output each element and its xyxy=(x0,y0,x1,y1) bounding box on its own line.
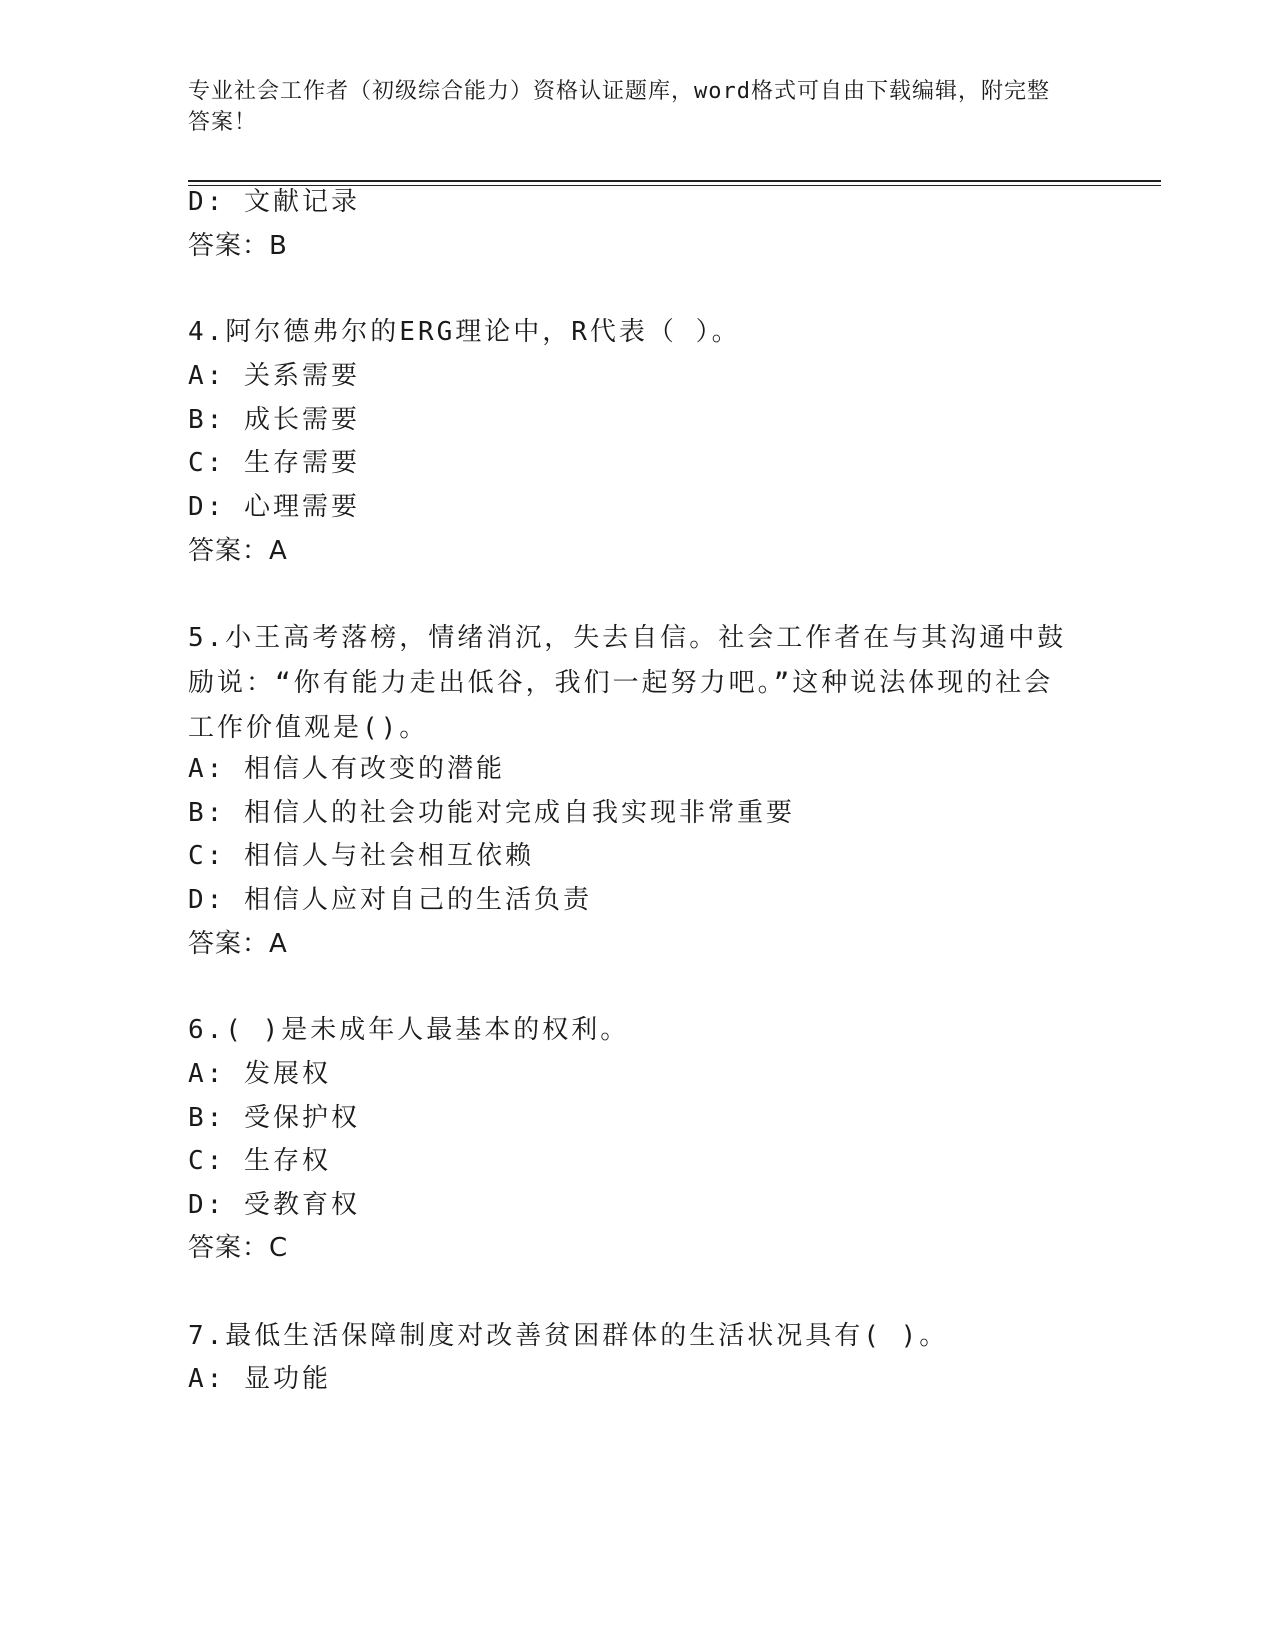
q7-question: 7.最低生活保障制度对改善贫困群体的生活状况具有( )。 xyxy=(188,1321,949,1351)
q4-question: 4.阿尔德弗尔的ERG理论中，R代表（ ）。 xyxy=(188,317,741,347)
q6-question: 6.( )是未成年人最基本的权利。 xyxy=(188,1015,630,1045)
q6-answer: 答案：C xyxy=(188,1233,289,1263)
q4-option-a: A: 关系需要 xyxy=(188,361,360,391)
q5-answer: 答案：A xyxy=(188,929,288,959)
q5-option-a: A: 相信人有改变的潜能 xyxy=(188,754,505,784)
q4-option-b: B: 成长需要 xyxy=(188,405,360,435)
q7-option-a: A: 显功能 xyxy=(188,1364,331,1394)
q5-option-d: D: 相信人应对自己的生活负责 xyxy=(188,885,592,915)
q4-option-d: D: 心理需要 xyxy=(188,492,360,522)
q3-answer: 答案：B xyxy=(188,231,288,261)
q5-option-c: C: 相信人与社会相互依赖 xyxy=(188,841,534,871)
q3-option-d: D: 文献记录 xyxy=(188,187,360,217)
q5-question: 5.小王高考落榜，情绪消沉，失去自信。社会工作者在与其沟通中鼓励说：“你有能力走出低谷，我们一起努力吧。”这种说法体现的社会工作价值观是()。 xyxy=(188,623,1067,743)
q6-option-d: D: 受教育权 xyxy=(188,1190,360,1220)
q4-answer: 答案：A xyxy=(188,536,288,566)
q6-option-c: C: 生存权 xyxy=(188,1146,331,1176)
q5-option-b: B: 相信人的社会功能对完成自我实现非常重要 xyxy=(188,798,795,828)
q6-option-a: A: 发展权 xyxy=(188,1059,331,1089)
q4-option-c: C: 生存需要 xyxy=(188,448,360,478)
q6-option-b: B: 受保护权 xyxy=(188,1103,360,1133)
document-header: 专业社会工作者（初级综合能力）资格认证题库，word格式可自由下载编辑，附完整答案！ xyxy=(188,79,1050,135)
